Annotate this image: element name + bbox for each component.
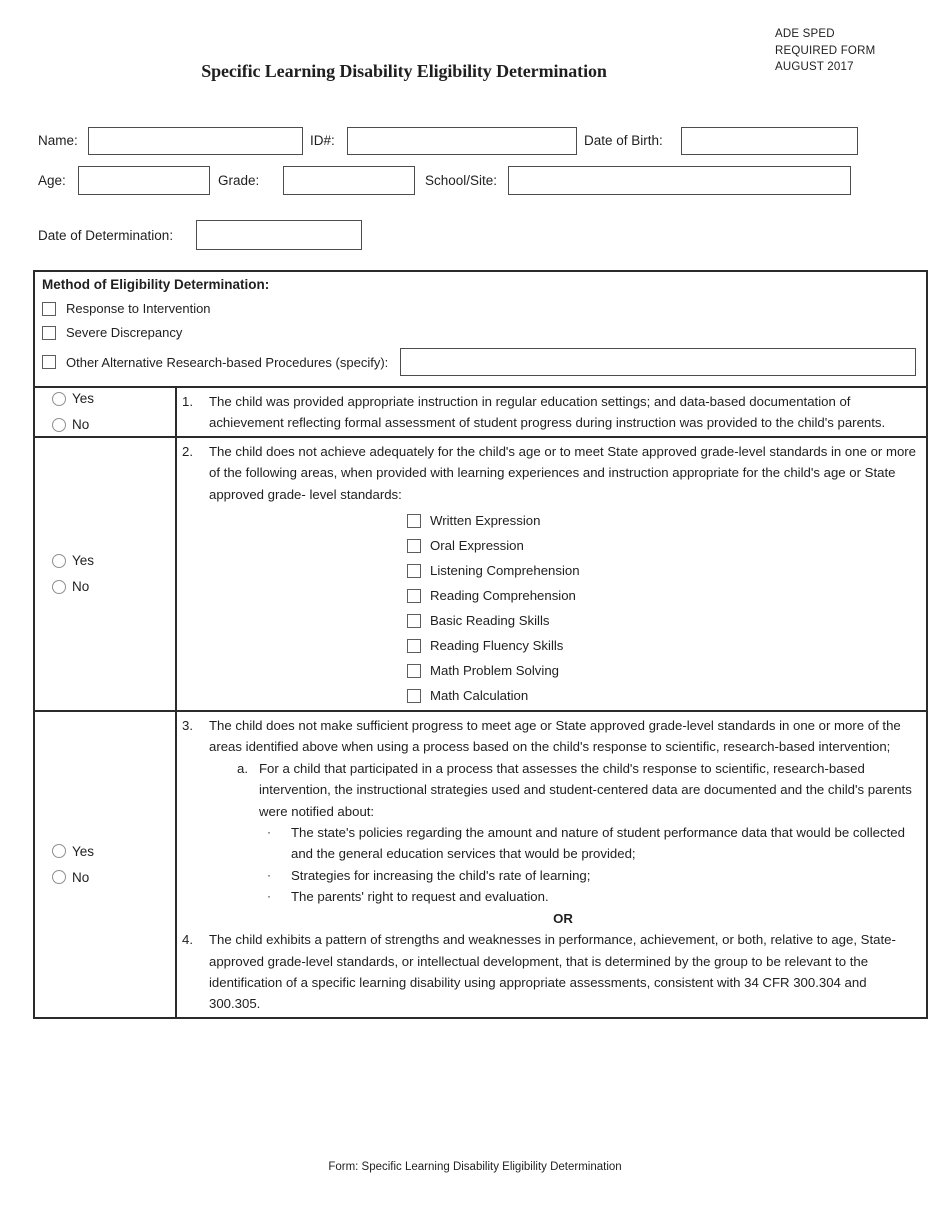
radio-icon[interactable] — [52, 554, 66, 568]
criterion-2-text: The child does not achieve adequately for the child's age or to meet State approved grade-level standards in one or more of the following areas, when provided with learning experiences and instruction appropriate for the child's age or State approved grade- level standards: — [209, 443, 917, 502]
area-row-reading-comprehension — [407, 583, 917, 608]
bullet-dot-icon — [267, 865, 291, 886]
criterion-3-answer-cell — [35, 712, 177, 1017]
criterion-number: 4. — [182, 932, 193, 948]
stamp-line-3: AUGUST 2017 — [775, 61, 854, 73]
form-footer: Form: Specific Learning Disability Eligibility Determination — [328, 1161, 622, 1173]
age-field[interactable] — [78, 166, 210, 195]
rti-label: Response to Intervention — [66, 301, 211, 316]
stamp-line-2: REQUIRED FORM — [775, 44, 876, 57]
area-row-reading-fluency-skills — [407, 633, 917, 658]
age-label: Age: — [38, 173, 66, 188]
listening-comprehension-checkbox[interactable] — [407, 564, 421, 578]
severe-discrepancy-checkbox[interactable] — [42, 326, 56, 340]
yes-label: Yes — [72, 391, 95, 407]
area-checkbox-list — [407, 508, 917, 708]
determination-date-label: Date of Determination: — [38, 228, 174, 243]
criterion-1-no-option[interactable] — [52, 417, 175, 432]
determination-date-field[interactable] — [196, 220, 362, 250]
other-procedures-specify-field[interactable] — [400, 348, 916, 376]
basic-reading-skills-checkbox[interactable] — [407, 614, 421, 628]
criterion-number: 2. — [182, 443, 193, 459]
yes-label: Yes — [72, 553, 95, 569]
area-label: Listening Comprehension — [430, 562, 580, 578]
grade-label: Grade: — [218, 173, 260, 188]
criterion-row-1 — [35, 386, 926, 436]
bullet-text: Strategies for increasing the child's rate of learning; — [291, 867, 591, 883]
method-option-other — [42, 348, 916, 376]
bullet-dot-icon — [267, 886, 291, 907]
page-title: Specific Learning Disability Eligibility Determination — [201, 61, 607, 81]
sub-item-text: For a child that participated in a process that assesses the child's response to scientific, research-based intervention, the instructional strategies used and student-centered data are documented and the child's parents were notified about: — [259, 760, 912, 819]
method-section — [35, 272, 926, 386]
id-field[interactable] — [347, 127, 577, 155]
bullet-text: The state's policies regarding the amount and nature of student performance data that would be collected and the general education services that would be provided; — [291, 825, 905, 862]
area-label: Written Expression — [430, 512, 541, 528]
area-label: Oral Expression — [430, 537, 524, 553]
criterion-2-answer-cell — [35, 438, 177, 710]
school-site-label: School/Site: — [425, 173, 498, 188]
criterion-2-no-option[interactable] — [52, 579, 175, 594]
grade-field[interactable] — [283, 166, 415, 195]
radio-icon[interactable] — [52, 844, 66, 858]
area-row-math-calculation — [407, 683, 917, 708]
area-label: Math Calculation — [430, 687, 529, 703]
criterion-3-yes-option[interactable] — [52, 844, 175, 859]
criterion-1-text: The child was provided appropriate instruction in regular education settings; and data-based documentation of achievement reflecting formal assessment of student progress during instruction was provided to the child's parents. — [209, 394, 886, 431]
or-separator: OR — [553, 910, 573, 926]
criterion-4-text: The child exhibits a pattern of strengths and weaknesses in performance, achievement, or both, relative to age, State-approved grade-level standards, or intellectual development, that is determined by the group to be relevant to the identification of a specific learning disability using appropriate assessments, consistent with 34 CFR 300.304 and 300.305. — [209, 932, 896, 1012]
sub-item-letter: a. — [237, 760, 248, 776]
name-label: Name: — [38, 133, 78, 148]
yes-label: Yes — [72, 843, 95, 859]
area-row-listening-comprehension — [407, 558, 917, 583]
no-label: No — [72, 869, 90, 885]
criterion-3-no-option[interactable] — [52, 870, 175, 885]
criterion-number: 1. — [182, 394, 193, 409]
area-label: Math Problem Solving — [430, 662, 560, 678]
area-row-oral-expression — [407, 533, 917, 558]
method-heading: Method of Eligibility Determination: — [42, 277, 270, 292]
criterion-row-3 — [35, 710, 926, 1017]
math-calculation-checkbox[interactable] — [407, 689, 421, 703]
name-field[interactable] — [88, 127, 303, 155]
stamp-line-1: ADE SPED — [775, 28, 835, 40]
bullet-dot-icon — [267, 822, 291, 865]
radio-icon[interactable] — [52, 580, 66, 594]
area-label: Basic Reading Skills — [430, 612, 550, 628]
other-procedures-checkbox[interactable] — [42, 355, 56, 369]
rti-checkbox[interactable] — [42, 302, 56, 316]
criterion-row-2 — [35, 436, 926, 710]
written-expression-checkbox[interactable] — [407, 514, 421, 528]
dob-label: Date of Birth: — [584, 133, 663, 148]
criterion-3-text: The child does not make sufficient progress to meet age or State approved grade-level standards in one or more of the areas identified above when using a process based on the child's response to scientific, research-based intervention; — [209, 718, 901, 755]
radio-icon[interactable] — [52, 392, 66, 406]
criterion-2-text-cell — [177, 438, 926, 710]
bullet-text: The parents' right to request and evaluation. — [291, 889, 549, 905]
criterion-1-answer-cell — [35, 388, 177, 436]
criterion-3-sub-item — [237, 758, 917, 822]
bullet-item — [267, 865, 917, 886]
area-label: Reading Comprehension — [430, 587, 576, 603]
other-procedures-label: Other Alternative Research-based Procedures (specify): — [66, 354, 389, 370]
radio-icon[interactable] — [52, 870, 66, 884]
school-site-field[interactable] — [508, 166, 851, 195]
criterion-number: 3. — [182, 718, 193, 734]
criterion-2-yes-option[interactable] — [52, 553, 175, 568]
criterion-3-text-cell — [177, 712, 926, 1017]
id-label: ID#: — [310, 133, 335, 148]
eligibility-table — [33, 270, 928, 1019]
no-label: No — [72, 417, 90, 433]
oral-expression-checkbox[interactable] — [407, 539, 421, 553]
area-row-math-problem-solving — [407, 658, 917, 683]
criterion-1-text-cell — [177, 388, 926, 436]
no-label: No — [72, 579, 90, 595]
severe-discrepancy-label: Severe Discrepancy — [66, 325, 183, 340]
reading-comprehension-checkbox[interactable] — [407, 589, 421, 603]
area-row-basic-reading-skills — [407, 608, 917, 633]
radio-icon[interactable] — [52, 418, 66, 432]
dob-field[interactable] — [681, 127, 858, 155]
criterion-1-yes-option[interactable] — [52, 391, 175, 406]
bullet-item — [267, 886, 917, 907]
reading-fluency-skills-checkbox[interactable] — [407, 639, 421, 653]
method-option-rti — [42, 301, 916, 316]
area-label: Reading Fluency Skills — [430, 637, 564, 653]
method-option-severe-discrepancy — [42, 325, 916, 340]
bullet-item — [267, 822, 917, 865]
area-row-written-expression — [407, 508, 917, 533]
math-problem-solving-checkbox[interactable] — [407, 664, 421, 678]
